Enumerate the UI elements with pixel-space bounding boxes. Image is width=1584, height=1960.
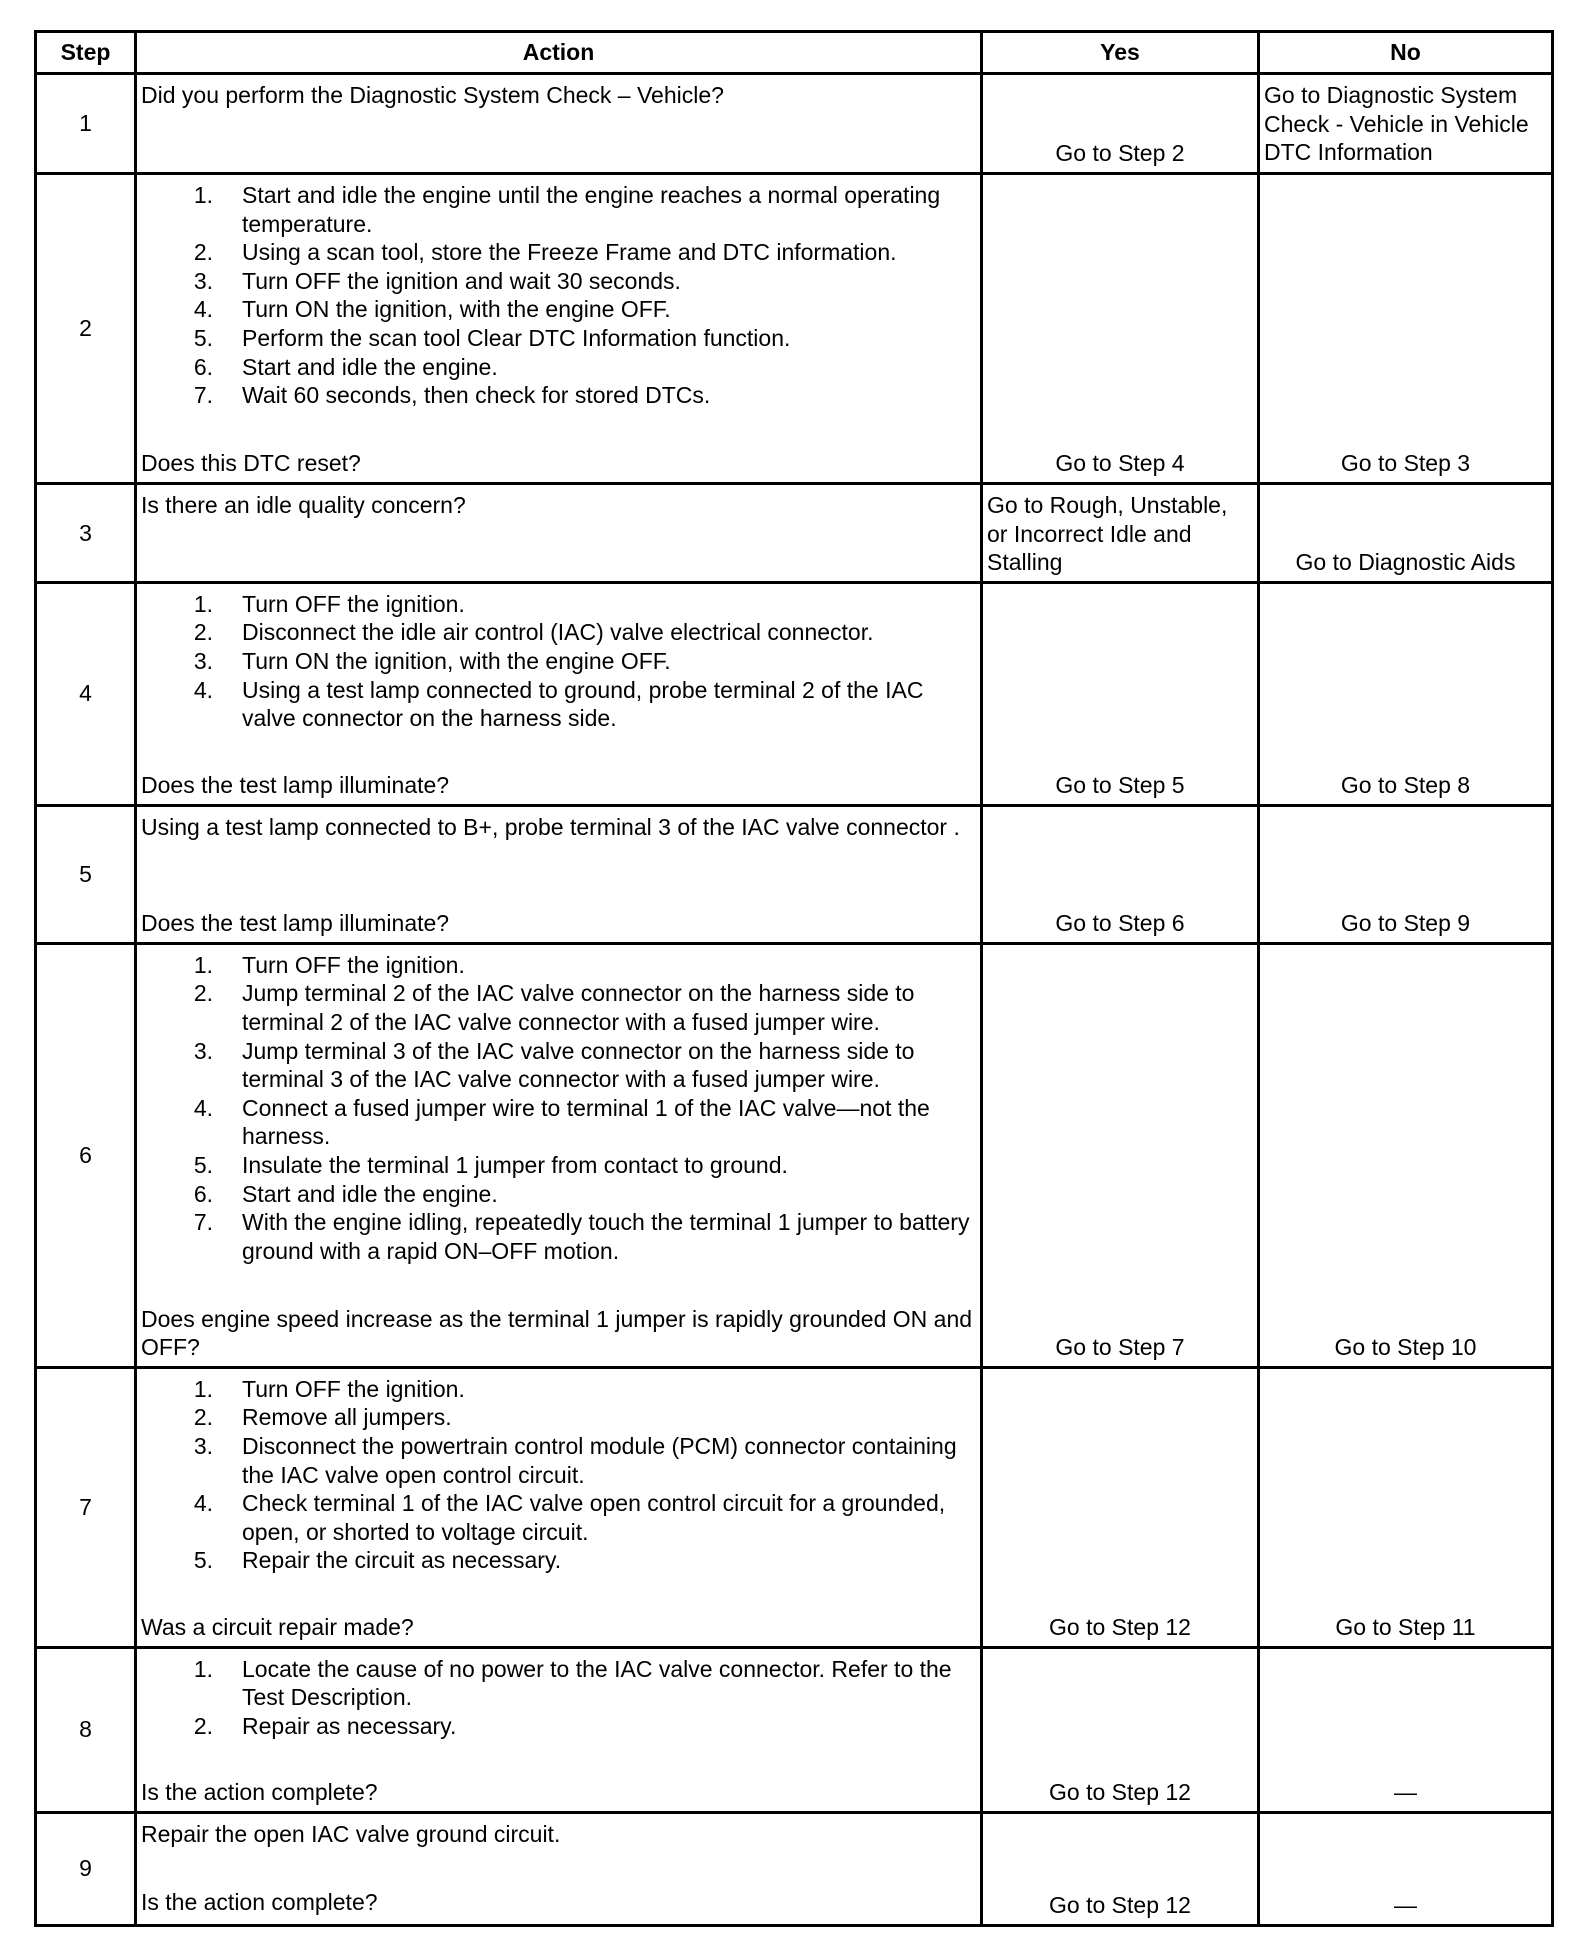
action-step-text: Perform the scan tool Clear DTC Information function. — [242, 324, 791, 351]
header-step: Step — [37, 33, 137, 75]
action-step-text: Turn OFF the ignition and wait 30 seconds. — [242, 267, 681, 294]
action-content — [141, 951, 976, 1362]
action-step — [141, 676, 976, 733]
action-step-text: Turn ON the ignition, with the engine OFF. — [242, 647, 671, 674]
action-step-number: 2. — [193, 1404, 213, 1431]
action-step — [141, 1151, 976, 1180]
yes-result: Go to Step 6 — [983, 807, 1260, 945]
action-content — [141, 81, 976, 168]
table-row — [37, 1369, 1551, 1649]
action-step — [141, 1432, 976, 1489]
action-steps-list — [141, 590, 976, 733]
spacer — [141, 733, 976, 771]
action-step-number: 4. — [193, 296, 213, 323]
action-intro: Repair the open IAC valve ground circuit. — [141, 1820, 561, 1847]
no-result: Go to Step 8 — [1260, 584, 1551, 807]
action-step — [141, 1375, 976, 1404]
action-cell — [137, 1649, 983, 1814]
no-result: Go to Diagnostic System Check - Vehicle in Vehicle DTC Information — [1260, 75, 1551, 175]
step-number: 8 — [37, 1649, 137, 1814]
action-step — [141, 181, 976, 238]
action-step — [141, 1403, 976, 1432]
action-step — [141, 353, 976, 382]
step-number: 1 — [37, 75, 137, 175]
yes-result: Go to Step 2 — [983, 75, 1260, 175]
no-result: — — [1394, 1892, 1417, 1919]
action-step — [141, 295, 976, 324]
action-step-number: 3. — [193, 1037, 213, 1064]
action-step — [141, 381, 976, 410]
table-row — [37, 485, 1551, 584]
step-number: 5 — [37, 807, 137, 945]
step-number: 6 — [37, 945, 137, 1369]
yes-result: Go to Step 7 — [983, 945, 1260, 1369]
no-result: Go to Step 9 — [1260, 807, 1551, 945]
action-step — [141, 238, 976, 267]
action-step-text: Jump terminal 3 of the IAC valve connector on the harness side to terminal 3 of the IAC valve connector with a fused jumper wire. — [242, 1037, 915, 1093]
yes-result: Go to Rough, Unstable, or Incorrect Idle and Stalling — [983, 485, 1260, 584]
action-step-text: Using a test lamp connected to ground, probe terminal 2 of the IAC valve connector on the harness side. — [242, 676, 924, 732]
action-step-text: Repair as necessary. — [242, 1712, 457, 1739]
action-step-number: 4. — [193, 676, 213, 703]
action-step-number: 6. — [193, 353, 213, 380]
action-content — [141, 1820, 976, 1917]
action-question: Does this DTC reset? — [141, 450, 361, 477]
yes-result: Go to Step 12 — [983, 1369, 1260, 1649]
action-step-text: Repair the circuit as necessary. — [242, 1547, 562, 1574]
action-step-text: Turn OFF the ignition. — [242, 590, 465, 617]
action-step — [141, 1094, 976, 1151]
action-step-number: 1. — [193, 182, 213, 208]
action-step-number: 2. — [193, 980, 213, 1007]
action-question: Does the test lamp illuminate? — [141, 772, 450, 799]
no-result: Go to Step 3 — [1260, 175, 1551, 485]
action-step-text: Disconnect the idle air control (IAC) valve electrical connector. — [242, 619, 874, 646]
step-number: 2 — [37, 175, 137, 485]
step-number: 3 — [37, 485, 137, 584]
spacer — [141, 1575, 976, 1613]
action-step-number: 1. — [193, 951, 213, 978]
action-step-text: Jump terminal 2 of the IAC valve connector on the harness side to terminal 2 of the IAC valve connector with a fused jumper wire. — [242, 980, 915, 1035]
action-content — [141, 491, 976, 576]
action-step — [141, 1037, 976, 1094]
table-row — [37, 945, 1551, 1369]
action-step-text: Remove all jumpers. — [242, 1404, 452, 1431]
action-content — [141, 1375, 976, 1642]
no-result: Go to Step 10 — [1260, 945, 1551, 1369]
spacer — [141, 1848, 976, 1888]
action-step-text: Connect a fused jumper wire to terminal 1 of the IAC valve—not the harness. — [242, 1094, 930, 1150]
action-step — [141, 267, 976, 296]
spacer — [141, 841, 976, 909]
table-row — [37, 584, 1551, 807]
action-cell — [137, 175, 983, 485]
action-step-number: 5. — [193, 324, 213, 351]
action-step-number: 2. — [193, 619, 213, 646]
action-step — [141, 590, 976, 619]
action-step-number: 7. — [193, 1209, 213, 1236]
no-result: — — [1260, 1649, 1551, 1814]
action-steps-list — [141, 951, 976, 1266]
action-step-number: 3. — [193, 267, 213, 294]
action-step — [141, 1208, 976, 1265]
action-step-text: Turn OFF the ignition. — [242, 951, 465, 978]
action-step-text: Check terminal 1 of the IAC valve open control circuit for a grounded, open, or shorted to voltage circuit. — [242, 1490, 946, 1545]
table-row — [37, 1814, 1551, 1924]
action-step-number: 2. — [193, 239, 213, 266]
header-action: Action — [137, 33, 983, 75]
action-cell — [137, 945, 983, 1369]
no-result: Go to Diagnostic Aids — [1260, 485, 1551, 584]
action-question: Does the test lamp illuminate? — [141, 910, 450, 937]
diagnostic-table — [34, 30, 1554, 1927]
yes-result: Go to Step 12 — [983, 1649, 1260, 1814]
action-content — [141, 1655, 976, 1807]
table-row — [37, 1649, 1551, 1814]
table-row — [37, 175, 1551, 485]
action-step-number: 5. — [193, 1151, 213, 1178]
action-step-text: Turn ON the ignition, with the engine OFF. — [242, 296, 671, 323]
yes-result: Go to Step 5 — [983, 584, 1260, 807]
spacer — [141, 1741, 976, 1779]
step-number: 7 — [37, 1369, 137, 1649]
action-steps-list — [141, 181, 976, 410]
spacer — [141, 1265, 976, 1304]
action-step — [141, 1489, 976, 1546]
action-step-number: 1. — [193, 1375, 213, 1402]
action-cell — [137, 485, 983, 584]
yes-result: Go to Step 4 — [983, 175, 1260, 485]
action-step-number: 3. — [193, 647, 213, 674]
action-step-number: 5. — [193, 1547, 213, 1574]
action-step-text: Using a scan tool, store the Freeze Frame and DTC information. — [242, 239, 897, 266]
action-question: Is the action complete? — [141, 1889, 378, 1916]
header-row — [37, 33, 1551, 75]
action-step — [141, 979, 976, 1036]
action-step-number: 2. — [193, 1712, 213, 1739]
action-cell — [137, 1814, 983, 1924]
action-steps-list — [141, 1375, 976, 1575]
table-row — [37, 75, 1551, 175]
action-steps-list — [141, 1655, 976, 1741]
action-step — [141, 618, 976, 647]
action-cell — [137, 584, 983, 807]
action-step-text: Start and idle the engine until the engine reaches a normal operating temperature. — [242, 182, 941, 237]
action-step — [141, 1180, 976, 1209]
action-intro: Did you perform the Diagnostic System Check – Vehicle? — [141, 82, 724, 108]
action-step-number: 4. — [193, 1094, 213, 1121]
table-body — [37, 75, 1551, 1924]
action-step — [141, 1655, 976, 1712]
action-step-text: Wait 60 seconds, then check for stored DTCs. — [242, 382, 711, 409]
action-question: Is the action complete? — [141, 1779, 378, 1806]
action-step — [141, 951, 976, 980]
action-cell — [137, 1369, 983, 1649]
no-result: Go to Step 11 — [1260, 1369, 1551, 1649]
action-step-text: With the engine idling, repeatedly touch the terminal 1 jumper to battery ground with a rapid ON–OFF motion. — [242, 1209, 970, 1264]
action-step-number: 6. — [193, 1180, 213, 1207]
action-step-text: Start and idle the engine. — [242, 1180, 498, 1207]
action-content — [141, 181, 976, 478]
header-yes: Yes — [983, 33, 1260, 75]
header-no: No — [1260, 33, 1551, 75]
action-content — [141, 590, 976, 800]
step-number: 9 — [37, 1814, 137, 1924]
action-step-number: 1. — [193, 1655, 213, 1682]
action-cell — [137, 807, 983, 945]
yes-result: Go to Step 12 — [983, 1814, 1260, 1924]
action-step-text: Turn OFF the ignition. — [242, 1375, 465, 1402]
action-question: Does engine speed increase as the terminal 1 jumper is rapidly grounded ON and OFF? — [141, 1305, 973, 1361]
action-step-text: Disconnect the powertrain control module (PCM) connector containing the IAC valve open control circuit. — [242, 1432, 957, 1488]
action-step-number: 3. — [193, 1432, 213, 1459]
action-content — [141, 813, 976, 938]
spacer — [141, 410, 976, 450]
action-step-number: 7. — [193, 382, 213, 409]
action-step — [141, 324, 976, 353]
action-step-text: Locate the cause of no power to the IAC valve connector. Refer to the Test Description. — [242, 1655, 952, 1711]
action-intro: Is there an idle quality concern? — [141, 492, 466, 518]
action-step-text: Insulate the terminal 1 jumper from contact to ground. — [242, 1151, 788, 1178]
action-step-number: 1. — [193, 590, 213, 617]
action-step — [141, 1712, 976, 1741]
action-question: Was a circuit repair made? — [141, 1614, 414, 1641]
action-step — [141, 647, 976, 676]
action-cell — [137, 75, 983, 175]
action-step — [141, 1546, 976, 1575]
step-number: 4 — [37, 584, 137, 807]
table-row — [37, 807, 1551, 945]
action-step-text: Start and idle the engine. — [242, 353, 498, 380]
action-step-number: 4. — [193, 1490, 213, 1517]
action-intro: Using a test lamp connected to B+, probe terminal 3 of the IAC valve connector . — [141, 813, 960, 840]
